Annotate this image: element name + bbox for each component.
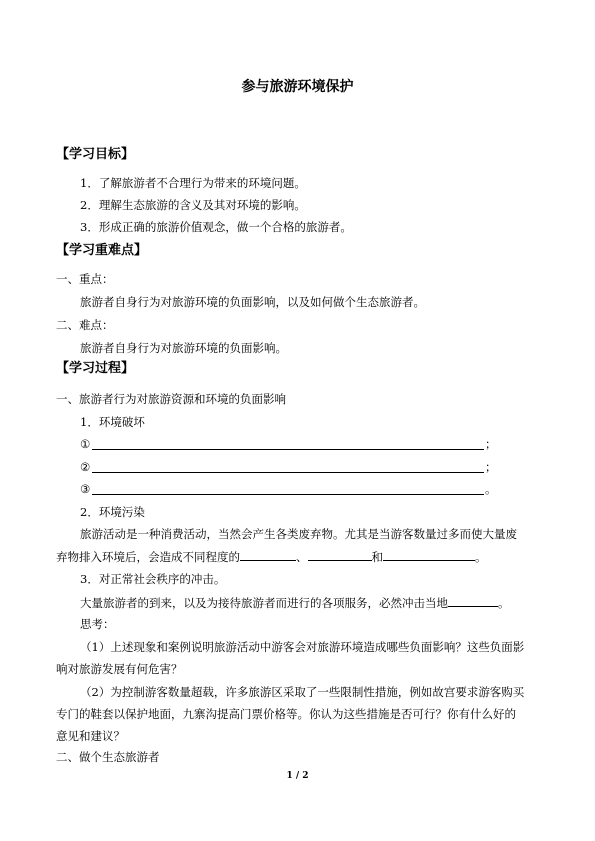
blank-marker-1: ① (80, 437, 91, 451)
blank-end-1: ； (485, 437, 497, 451)
goal-item-3: 3．形成正确的旅游价值观念，做一个合格的旅游者。 (80, 220, 352, 234)
pollution-line-2 (56, 549, 487, 564)
goal-item-1: 1．了解旅游者不合理行为带来的环境问题。 (80, 176, 306, 190)
goal-item-2: 2．理解生态旅游的含义及其对环境的影响。 (80, 198, 306, 212)
sub2-pollution: 2．环境污染 (80, 505, 145, 519)
blank-end-2: ； (485, 460, 497, 474)
difficulty-text: 旅游者自身行为对旅游环境的负面影响。 (80, 341, 287, 355)
section-heading-goals: 【学习目标】 (56, 147, 135, 162)
pollution-sep-1: 、 (296, 550, 308, 564)
question-2-line-2: 专门的鞋套以保护地面，九寨沟提高门票价格等。你认为这些措施是否可行？你有什么好的 (56, 707, 516, 721)
fill-line-2 (92, 472, 484, 473)
impact-line (80, 595, 510, 610)
fill-blank-impact[interactable] (448, 595, 498, 607)
think-label: 思考： (80, 617, 115, 631)
fill-line-1 (92, 449, 484, 450)
difficulty-label: 二、难点： (56, 318, 114, 332)
focus-text: 旅游者自身行为对旅游环境的负面影响，以及如何做个生态旅游者。 (80, 295, 425, 309)
sub1-environment-damage: 1．环境破坏 (80, 415, 145, 429)
fill-blank-pollution-3[interactable] (383, 549, 475, 561)
blank-marker-3: ③ (80, 482, 91, 496)
question-1-line-2: 响对旅游发展有何危害？ (56, 662, 183, 676)
question-1-line-1: （1）上述现象和案例说明旅游活动中游客会对旅游环境造成哪些负面影响？这些负面影 (80, 640, 525, 654)
section-heading-process: 【学习过程】 (56, 361, 135, 376)
pollution-line-1: 旅游活动是一种消费活动，当然会产生各类废弃物。尤其是当游客数量过多而使大量废 (80, 527, 517, 541)
sub3-social-order: 3．对正常社会秩序的冲击。 (80, 572, 226, 586)
page-number: 1 / 2 (286, 771, 309, 781)
fill-blank-pollution-1[interactable] (240, 549, 296, 561)
impact-end: 。 (498, 596, 510, 610)
impact-text: 大量旅游者的到来，以及为接待旅游者而进行的各项服务，必然冲击当地 (80, 596, 448, 610)
fill-line-3 (92, 494, 484, 495)
page-title: 参与旅游环境保护 (241, 79, 354, 95)
focus-label: 一、重点： (56, 272, 114, 286)
part1-title: 一、旅游者行为对旅游资源和环境的负面影响 (56, 392, 286, 406)
blank-marker-2: ② (80, 460, 91, 474)
pollution-sep-2: 和 (371, 550, 383, 564)
fill-blank-pollution-2[interactable] (308, 549, 372, 561)
pollution-text-a: 弃物排入环境后，会造成不同程度的 (56, 550, 240, 564)
question-2-line-1: （2）为控制游客数量超载，许多旅游区采取了一些限制性措施，例如故宫要求游客购买 (80, 685, 525, 699)
part2-title: 二、做个生态旅游者 (56, 750, 160, 764)
section-heading-keys: 【学习重难点】 (56, 243, 148, 258)
question-2-line-3: 意见和建议？ (56, 729, 125, 743)
blank-end-3: 。 (485, 482, 497, 496)
pollution-end: 。 (475, 550, 487, 564)
